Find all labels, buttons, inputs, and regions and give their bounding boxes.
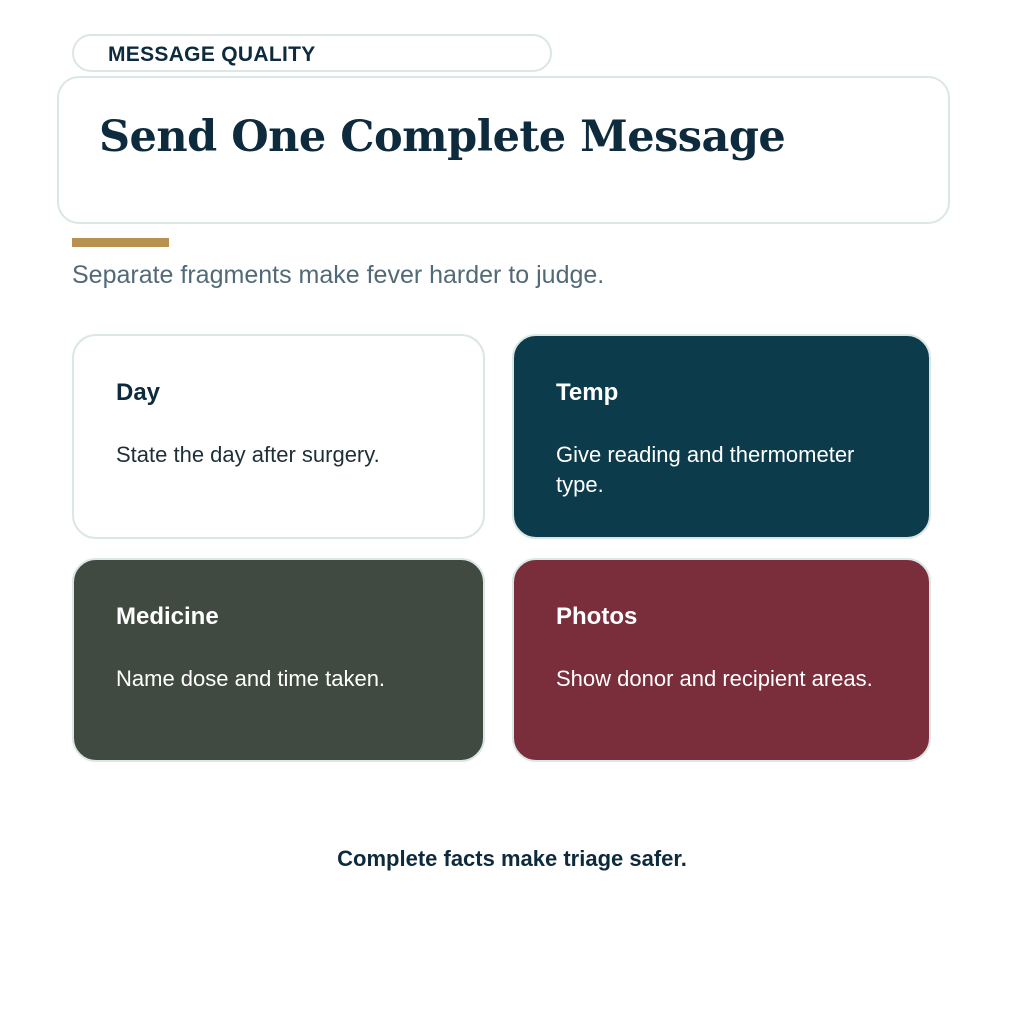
card-description: Give reading and thermometer type. [556, 442, 855, 497]
card-day [72, 334, 485, 539]
card-title: Medicine [116, 603, 219, 630]
eyebrow-pill [72, 34, 552, 72]
card-temp [512, 334, 931, 539]
card-description: Show donor and recipient areas. [556, 666, 873, 691]
card-medicine [72, 558, 485, 762]
title-panel [57, 76, 950, 224]
card-description: State the day after surgery. [116, 442, 380, 467]
accent-bar [72, 238, 169, 247]
page-title: Send One Complete Message [99, 112, 786, 162]
page-subtitle: Separate fragments make fever harder to judge. [72, 261, 605, 289]
card-title: Photos [556, 603, 638, 630]
card-title: Temp [556, 379, 619, 406]
card-title: Day [116, 379, 161, 406]
eyebrow-label: MESSAGE QUALITY [108, 43, 316, 66]
footer-note: Complete facts make triage safer. [337, 846, 687, 871]
card-photos [512, 558, 931, 762]
card-description: Name dose and time taken. [116, 666, 386, 691]
